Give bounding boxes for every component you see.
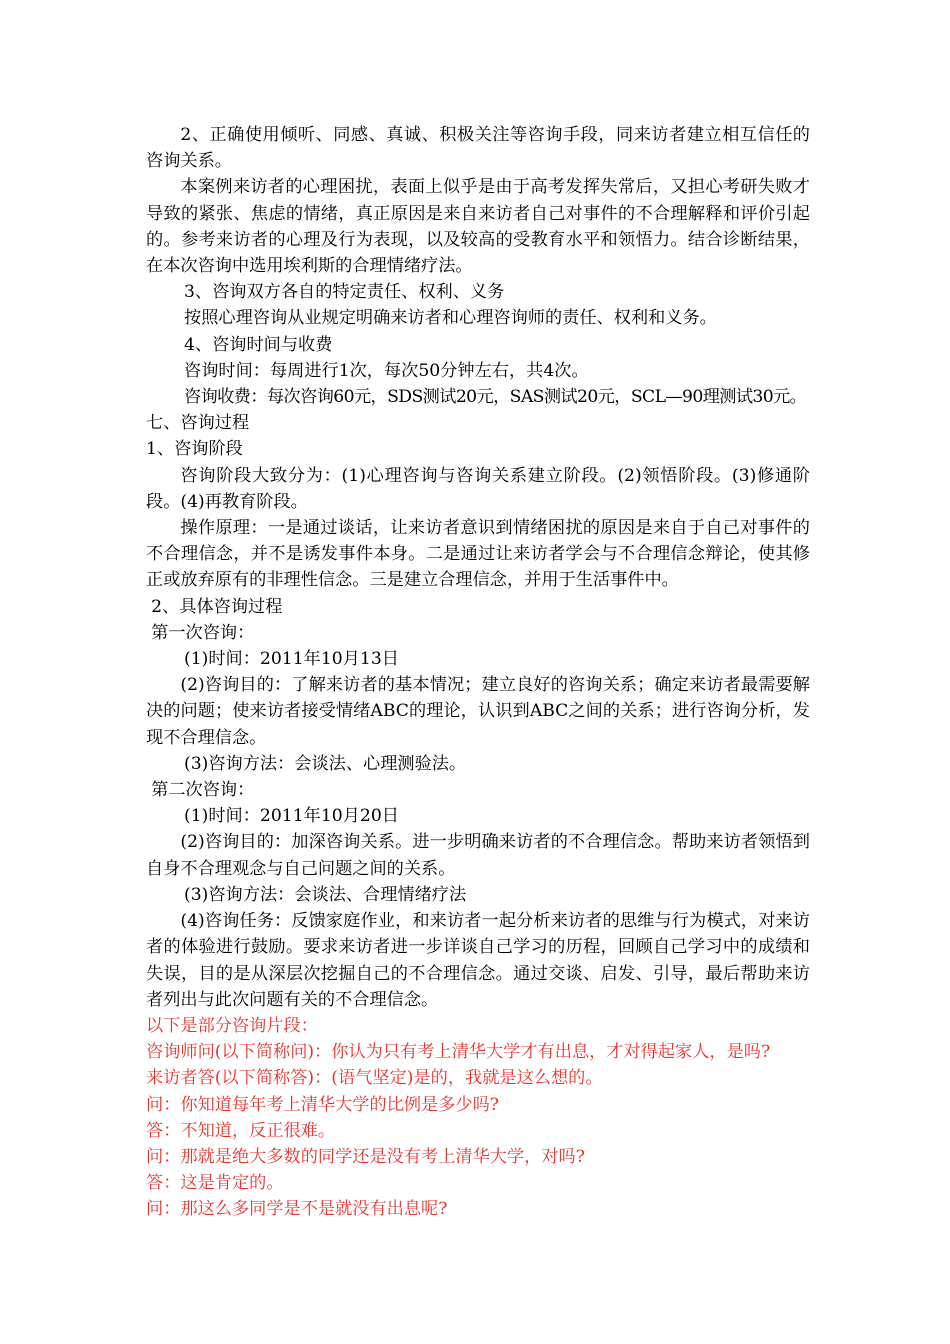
paragraph: 本案例来访者的心理困扰，表面上似乎是由于高考发挥失常后，又担心考研失败才导致的紧张、焦虑的情绪，真正原因是来自来访者自己对事件的不合理解释和评价引起的。参考来访者的心理及行为表现，以及较高的受教育水平和领悟力。结合诊断结果，在本次咨询中选用埃利斯的合理情绪疗法。 [146,177,810,277]
paragraph: 咨询收费：每次咨询60元，SDS测试20元，SAS测试20元，SCL—90理测试30元。 [184,387,807,408]
paragraph: 咨询时间：每周进行1次，每次50分钟左右，共4次。 [184,360,589,381]
paragraph: (3)咨询方法：会谈法、合理情绪疗法 [184,884,467,905]
dialogue-line: 问：你知道每年考上清华大学的比例是多少吗? [146,1094,499,1115]
session-heading: 第一次咨询： [151,622,255,643]
dialogue-line: 答：不知道，反正很难。 [146,1120,336,1141]
paragraph: (1)时间：2011年10月20日 [184,806,399,827]
section-heading: 1、咨询阶段 [146,439,243,460]
section-heading: 七、咨询过程 [146,413,250,434]
section-heading: 2、具体咨询过程 [151,596,283,617]
paragraph: 2、正确使用倾听、同感、真诚、积极关注等咨询手段，同来访者建立相互信任的咨询关系。 [146,125,810,172]
paragraph: 按照心理咨询从业规定明确来访者和心理咨询师的责任、权利和义务。 [184,308,717,329]
dialogue-line: 答：这是肯定的。 [146,1173,284,1194]
session-heading: 第二次咨询： [151,780,255,801]
paragraph: (1)时间：2011年10月13日 [184,649,399,670]
dialogue-line: 问：那就是绝大多数的同学还是没有考上清华大学，对吗? [146,1146,585,1167]
paragraph: 操作原理：一是通过谈话，让来访者意识到情绪困扰的原因是来自于自己对事件的不合理信念，并不是诱发事件本身。二是通过让来访者学会与不合理信念辩论，使其修正或放弃原有的非理性信念。三是建立合理信念，并用于生活事件中。 [146,518,810,591]
paragraph: (4)咨询任务：反馈家庭作业，和来访者一起分析来访者的思维与行为模式，对来访者的体验进行鼓励。要求来访者进一步详谈自己学习的历程，回顾自己学习中的成绩和失误，目的是从深层次挖掘自己的不合理信念。通过交谈、启发、引导，最后帮助来访者列出与此次问题有关的不合理信念。 [146,911,810,1010]
paragraph: 咨询阶段大致分为：(1)心理咨询与咨询关系建立阶段。(2)领悟阶段。(3)修通阶段。(4)再教育阶段。 [146,465,810,512]
paragraph: (3)咨询方法：会谈法、心理测验法。 [184,753,467,774]
dialogue-intro: 以下是部分咨询片段： [146,1015,318,1036]
dialogue-line: 咨询师问(以下简称问)：你认为只有考上清华大学才有出息，才对得起家人，是吗? [146,1042,771,1063]
paragraph: (2)咨询目的：加深咨询关系。进一步明确来访者的不合理信念。帮助来访者领悟到自身不合理观念与自己问题之间的关系。 [146,832,810,879]
section-heading: 3、咨询双方各自的特定责任、权利、义务 [184,282,505,303]
dialogue-line: 问：那这么多同学是不是就没有出息呢? [146,1199,448,1220]
dialogue-line: 来访者答(以下简称答)：(语气坚定)是的，我就是这么想的。 [146,1068,603,1089]
section-heading: 4、咨询时间与收费 [184,334,333,355]
paragraph: (2)咨询目的：了解来访者的基本情况；建立良好的咨询关系；确定来访者最需要解决的问题；使来访者接受情绪ABC的理论，认识到ABC之间的关系；进行咨询分析，发现不合理信念。 [146,675,810,748]
document-page [146,122,810,1223]
